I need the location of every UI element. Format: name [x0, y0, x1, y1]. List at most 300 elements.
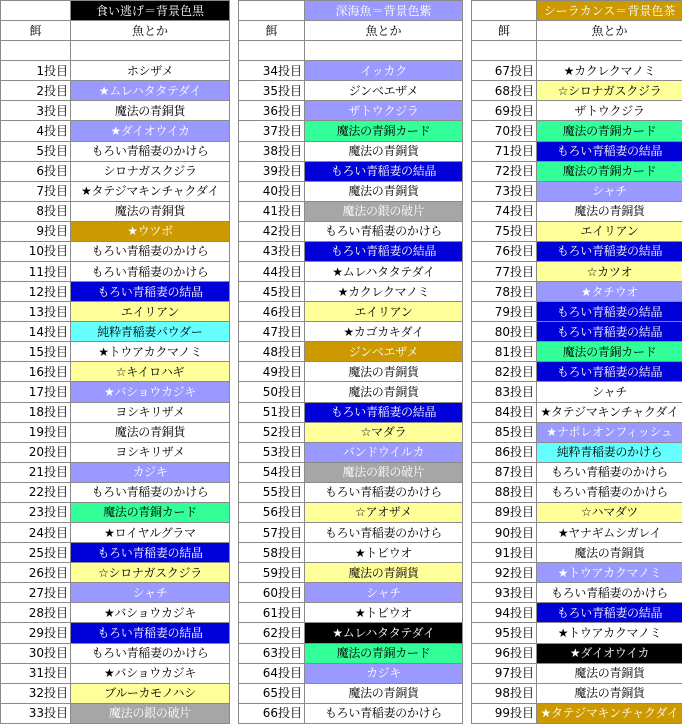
throw-number: 83投目	[472, 382, 537, 402]
spacer-cell	[239, 41, 305, 61]
throw-number: 12投目	[1, 282, 71, 302]
throw-number: 11投目	[1, 262, 71, 282]
throw-number: 4投目	[1, 121, 71, 141]
column-gap	[230, 322, 239, 342]
catch-item: ★トビウオ	[305, 543, 463, 563]
throw-number: 29投目	[1, 623, 71, 643]
catch-item: もろい青稲妻のかけら	[71, 643, 230, 663]
catch-item: ★ムレハタタテダイ	[71, 81, 230, 101]
catch-item: 魔法の青銅貨	[537, 201, 682, 221]
throw-number: 33投目	[1, 703, 71, 723]
throw-number: 43投目	[239, 241, 305, 261]
table-row	[1, 141, 682, 161]
column-gap	[463, 502, 472, 522]
throw-number: 31投目	[1, 663, 71, 683]
throw-number: 72投目	[472, 161, 537, 181]
throw-number: 54投目	[239, 462, 305, 482]
throw-number: 95投目	[472, 623, 537, 643]
column-gap	[230, 523, 239, 543]
catch-item: もろい青稲妻のかけら	[305, 482, 463, 502]
throw-number: 90投目	[472, 523, 537, 543]
column-gap	[463, 342, 472, 362]
column-gap	[463, 161, 472, 181]
throw-number: 9投目	[1, 221, 71, 241]
catch-item: ★トウアカクマノミ	[537, 623, 682, 643]
throw-number: 77投目	[472, 262, 537, 282]
column-gap	[230, 1, 239, 21]
catch-item: ジンベエザメ	[305, 342, 463, 362]
table-row	[1, 362, 682, 382]
column-gap	[230, 141, 239, 161]
column-gap	[230, 201, 239, 221]
catch-item: ★バショウカジキ	[71, 663, 230, 683]
throw-number: 70投目	[472, 121, 537, 141]
throw-number: 22投目	[1, 482, 71, 502]
table-row	[1, 603, 682, 623]
column-gap	[463, 362, 472, 382]
catch-item: ☆キイロハギ	[71, 362, 230, 382]
column-gap	[230, 663, 239, 683]
catch-item: シャチ	[305, 583, 463, 603]
column-gap	[463, 563, 472, 583]
catch-item: ★ダイオウイカ	[537, 643, 682, 663]
column-gap	[230, 161, 239, 181]
catch-item: ホシザメ	[71, 61, 230, 81]
throw-number: 47投目	[239, 322, 305, 342]
legend-coelacanth-brown: シーラカンス＝背景色茶	[537, 1, 682, 21]
catch-item: カジキ	[305, 663, 463, 683]
throw-number: 66投目	[239, 703, 305, 723]
table-row	[1, 422, 682, 442]
throw-number: 75投目	[472, 221, 537, 241]
column-gap	[463, 141, 472, 161]
catch-item: もろい青稲妻のかけら	[71, 241, 230, 261]
catch-item: もろい青稲妻の結晶	[305, 161, 463, 181]
spacer-cell	[1, 41, 71, 61]
column-gap	[463, 221, 472, 241]
throw-number: 78投目	[472, 282, 537, 302]
catch-item: ★ナポレオンフィッシュ	[537, 422, 682, 442]
throw-number: 14投目	[1, 322, 71, 342]
throw-number: 21投目	[1, 462, 71, 482]
catch-item: カジキ	[71, 462, 230, 482]
column-gap	[230, 603, 239, 623]
catch-item: ☆マダラ	[305, 422, 463, 442]
table-row	[1, 61, 682, 81]
catch-item: ジンベエザメ	[305, 81, 463, 101]
throw-number: 97投目	[472, 663, 537, 683]
throw-number: 2投目	[1, 81, 71, 101]
column-gap	[463, 302, 472, 322]
column-gap	[230, 482, 239, 502]
throw-number: 73投目	[472, 181, 537, 201]
throw-number: 53投目	[239, 442, 305, 462]
catch-item: ☆カツオ	[537, 262, 682, 282]
column-gap	[463, 402, 472, 422]
catch-item: ★バショウカジキ	[71, 382, 230, 402]
throw-number: 44投目	[239, 262, 305, 282]
catch-item: もろい青稲妻の結晶	[537, 322, 682, 342]
throw-number: 60投目	[239, 583, 305, 603]
catch-item: ブルーカモノハシ	[71, 683, 230, 703]
catch-item: ★トビウオ	[305, 603, 463, 623]
throw-number: 58投目	[239, 543, 305, 563]
throw-number: 80投目	[472, 322, 537, 342]
header-fish: 魚とか	[71, 21, 230, 41]
column-gap	[230, 181, 239, 201]
throw-number: 16投目	[1, 362, 71, 382]
throw-number: 50投目	[239, 382, 305, 402]
catch-item: 純粋青稲妻パウダー	[71, 322, 230, 342]
throw-number: 20投目	[1, 442, 71, 462]
catch-item: シャチ	[537, 181, 682, 201]
catch-item: ★ロイヤルグラマ	[71, 523, 230, 543]
throw-number: 40投目	[239, 181, 305, 201]
legend-blank	[472, 1, 537, 21]
catch-item: ★ダイオウイカ	[71, 121, 230, 141]
table-row	[1, 302, 682, 322]
column-gap	[230, 342, 239, 362]
throw-number: 64投目	[239, 663, 305, 683]
catch-item: 魔法の青銅カード	[537, 121, 682, 141]
throw-number: 79投目	[472, 302, 537, 322]
column-gap	[463, 623, 472, 643]
table-row	[1, 703, 682, 723]
throw-number: 56投目	[239, 502, 305, 522]
column-gap	[463, 442, 472, 462]
column-gap	[230, 502, 239, 522]
header-fish: 魚とか	[537, 21, 682, 41]
spacer-cell	[472, 41, 537, 61]
column-gap	[463, 181, 472, 201]
throw-number: 46投目	[239, 302, 305, 322]
table-row	[1, 623, 682, 643]
throw-number: 71投目	[472, 141, 537, 161]
table-row	[1, 442, 682, 462]
catch-item: もろい青稲妻のかけら	[71, 482, 230, 502]
throw-number: 65投目	[239, 683, 305, 703]
throw-number: 51投目	[239, 402, 305, 422]
column-gap	[230, 623, 239, 643]
table-row	[1, 262, 682, 282]
catch-item: もろい青稲妻のかけら	[537, 583, 682, 603]
column-gap	[230, 61, 239, 81]
throw-number: 45投目	[239, 282, 305, 302]
column-gap	[463, 703, 472, 723]
catch-item: もろい青稲妻の結晶	[71, 543, 230, 563]
table-row	[1, 402, 682, 422]
catch-item: ★ウツボ	[71, 221, 230, 241]
column-gap	[463, 241, 472, 261]
throw-number: 18投目	[1, 402, 71, 422]
catch-item: エイリアン	[537, 221, 682, 241]
throw-number: 91投目	[472, 543, 537, 563]
throw-number: 69投目	[472, 101, 537, 121]
throw-number: 5投目	[1, 141, 71, 161]
throw-number: 37投目	[239, 121, 305, 141]
legend-blank	[239, 1, 305, 21]
throw-number: 62投目	[239, 623, 305, 643]
column-gap	[463, 201, 472, 221]
catch-item: ★ムレハタタテダイ	[305, 262, 463, 282]
column-gap	[230, 282, 239, 302]
catch-item: ★カゴカキダイ	[305, 322, 463, 342]
legend-black-runaway: 食い逃げ＝背景色黒	[71, 1, 230, 21]
column-gap	[230, 703, 239, 723]
throw-number: 13投目	[1, 302, 71, 322]
column-gap	[463, 482, 472, 502]
catch-item: もろい青稲妻の結晶	[537, 302, 682, 322]
catch-item: 魔法の青銅貨	[305, 141, 463, 161]
catch-item: ☆シロナガスクジラ	[71, 563, 230, 583]
throw-number: 7投目	[1, 181, 71, 201]
table-row	[1, 382, 682, 402]
column-gap	[463, 382, 472, 402]
column-gap	[230, 81, 239, 101]
table-row	[1, 543, 682, 563]
throw-number: 85投目	[472, 422, 537, 442]
catch-item: もろい青稲妻の結晶	[305, 402, 463, 422]
column-gap	[230, 422, 239, 442]
catch-item: 魔法の青銅貨	[71, 101, 230, 121]
table-row	[1, 241, 682, 261]
table-row	[1, 583, 682, 603]
throw-number: 15投目	[1, 342, 71, 362]
catch-item: ザトウクジラ	[537, 101, 682, 121]
column-gap	[463, 523, 472, 543]
catch-item: もろい青稲妻のかけら	[305, 221, 463, 241]
catch-item: もろい青稲妻のかけら	[71, 141, 230, 161]
table-row	[1, 502, 682, 522]
throw-number: 39投目	[239, 161, 305, 181]
catch-item: もろい青稲妻のかけら	[305, 523, 463, 543]
header-bait: 餌	[239, 21, 305, 41]
throw-number: 23投目	[1, 502, 71, 522]
column-gap	[463, 683, 472, 703]
catch-item: ★タテジマキンチャクダイ	[71, 181, 230, 201]
header-row	[1, 21, 682, 41]
table-row	[1, 101, 682, 121]
catch-item: 魔法の青銅カード	[71, 502, 230, 522]
catch-item: ★カクレクマノミ	[537, 61, 682, 81]
catch-item: 魔法の青銅貨	[71, 422, 230, 442]
column-gap	[230, 402, 239, 422]
catch-item: ☆ハマダツ	[537, 502, 682, 522]
catch-item: ヨシキリザメ	[71, 402, 230, 422]
catch-item: バンドウイルカ	[305, 442, 463, 462]
throw-number: 27投目	[1, 583, 71, 603]
catch-item: もろい青稲妻の結晶	[71, 623, 230, 643]
throw-number: 59投目	[239, 563, 305, 583]
column-gap	[463, 643, 472, 663]
catch-item: 魔法の青銅貨	[305, 683, 463, 703]
catch-item: 魔法の銀の破片	[71, 703, 230, 723]
column-gap	[463, 663, 472, 683]
catch-item: 魔法の銀の破片	[305, 201, 463, 221]
catch-item: ★カクレクマノミ	[305, 282, 463, 302]
table-row	[1, 201, 682, 221]
table-row	[1, 482, 682, 502]
column-gap	[230, 382, 239, 402]
table-row	[1, 342, 682, 362]
table-row	[1, 221, 682, 241]
throw-number: 81投目	[472, 342, 537, 362]
throw-number: 76投目	[472, 241, 537, 261]
catch-item: ★トウアカクマノミ	[537, 563, 682, 583]
throw-number: 49投目	[239, 362, 305, 382]
column-gap	[463, 543, 472, 563]
throw-number: 41投目	[239, 201, 305, 221]
table-row	[1, 523, 682, 543]
throw-number: 68投目	[472, 81, 537, 101]
catch-item: 魔法の青銅貨	[71, 201, 230, 221]
column-gap	[463, 322, 472, 342]
column-gap	[230, 643, 239, 663]
column-gap	[463, 121, 472, 141]
column-gap	[230, 583, 239, 603]
throw-number: 48投目	[239, 342, 305, 362]
column-gap	[463, 462, 472, 482]
catch-item: 魔法の青銅貨	[305, 362, 463, 382]
column-gap	[230, 221, 239, 241]
table-row	[1, 121, 682, 141]
spacer-row	[1, 41, 682, 61]
catch-item: 魔法の青銅カード	[537, 342, 682, 362]
catch-item: 魔法の青銅貨	[305, 563, 463, 583]
column-gap	[463, 101, 472, 121]
catch-item: ★ムレハタタテダイ	[305, 623, 463, 643]
column-gap	[463, 21, 472, 41]
catch-item: ★タテジマキンチャクダイ	[537, 703, 682, 723]
catch-item: ☆アオザメ	[305, 502, 463, 522]
catch-item: ヨシキリザメ	[71, 442, 230, 462]
throw-number: 86投目	[472, 442, 537, 462]
spacer-cell	[71, 41, 230, 61]
column-gap	[230, 41, 239, 61]
header-bait: 餌	[472, 21, 537, 41]
catch-item: 魔法の青銅貨	[537, 663, 682, 683]
throw-number: 35投目	[239, 81, 305, 101]
column-gap	[230, 101, 239, 121]
throw-number: 94投目	[472, 603, 537, 623]
throw-number: 96投目	[472, 643, 537, 663]
throw-number: 55投目	[239, 482, 305, 502]
column-gap	[463, 583, 472, 603]
spacer-cell	[537, 41, 682, 61]
catch-item: ★ヤナギムシガレイ	[537, 523, 682, 543]
throw-number: 3投目	[1, 101, 71, 121]
catch-item: シャチ	[537, 382, 682, 402]
column-gap	[230, 262, 239, 282]
column-gap	[463, 603, 472, 623]
table-row	[1, 81, 682, 101]
throw-number: 19投目	[1, 422, 71, 442]
column-gap	[230, 21, 239, 41]
throw-number: 42投目	[239, 221, 305, 241]
throw-number: 61投目	[239, 603, 305, 623]
table-row	[1, 683, 682, 703]
throw-number: 57投目	[239, 523, 305, 543]
catch-item: ザトウクジラ	[305, 101, 463, 121]
column-gap	[463, 262, 472, 282]
catch-item: もろい青稲妻の結晶	[305, 241, 463, 261]
throw-number: 74投目	[472, 201, 537, 221]
catch-item: もろい青稲妻の結晶	[537, 362, 682, 382]
column-gap	[230, 121, 239, 141]
throw-number: 32投目	[1, 683, 71, 703]
column-gap	[230, 563, 239, 583]
table-row	[1, 282, 682, 302]
header-fish: 魚とか	[305, 21, 463, 41]
table-row	[1, 462, 682, 482]
column-gap	[463, 282, 472, 302]
throw-number: 93投目	[472, 583, 537, 603]
catch-item: ★トウアカクマノミ	[71, 342, 230, 362]
throw-number: 98投目	[472, 683, 537, 703]
column-gap	[230, 683, 239, 703]
legend-blank	[1, 1, 71, 21]
throw-number: 10投目	[1, 241, 71, 261]
header-bait: 餌	[1, 21, 71, 41]
column-gap	[230, 442, 239, 462]
column-gap	[463, 1, 472, 21]
column-gap	[463, 41, 472, 61]
table-row	[1, 181, 682, 201]
catch-item: 純粋青稲妻のかけら	[537, 442, 682, 462]
legend-deepsea-purple: 深海魚＝背景色紫	[305, 1, 463, 21]
catch-item: もろい青稲妻のかけら	[537, 482, 682, 502]
throw-number: 38投目	[239, 141, 305, 161]
table-row	[1, 643, 682, 663]
catch-item: もろい青稲妻のかけら	[71, 262, 230, 282]
throw-number: 88投目	[472, 482, 537, 502]
catch-item: エイリアン	[305, 302, 463, 322]
throw-number: 24投目	[1, 523, 71, 543]
throw-number: 25投目	[1, 543, 71, 563]
throw-number: 89投目	[472, 502, 537, 522]
catch-item: 魔法の青銅カード	[305, 643, 463, 663]
catch-item: ★タテジマキンチャクダイ	[537, 402, 682, 422]
catch-item: 魔法の青銅カード	[537, 161, 682, 181]
throw-number: 87投目	[472, 462, 537, 482]
catch-item: もろい青稲妻のかけら	[537, 462, 682, 482]
column-gap	[230, 462, 239, 482]
table-row	[1, 161, 682, 181]
throw-number: 63投目	[239, 643, 305, 663]
throw-number: 28投目	[1, 603, 71, 623]
throw-number: 34投目	[239, 61, 305, 81]
table-row	[1, 563, 682, 583]
throw-number: 17投目	[1, 382, 71, 402]
column-gap	[230, 241, 239, 261]
catch-item: エイリアン	[71, 302, 230, 322]
throw-number: 52投目	[239, 422, 305, 442]
catch-item: もろい青稲妻の結晶	[537, 141, 682, 161]
catch-item: ★タチウオ	[537, 282, 682, 302]
column-gap	[463, 61, 472, 81]
throw-number: 26投目	[1, 563, 71, 583]
column-gap	[463, 81, 472, 101]
catch-item: 魔法の青銅貨	[305, 181, 463, 201]
catch-item: シャチ	[71, 583, 230, 603]
catch-item: 魔法の青銅貨	[537, 683, 682, 703]
throw-number: 84投目	[472, 402, 537, 422]
catch-item: ★バショウカジキ	[71, 603, 230, 623]
throw-number: 8投目	[1, 201, 71, 221]
table-row	[1, 322, 682, 342]
throw-number: 30投目	[1, 643, 71, 663]
table-row	[1, 663, 682, 683]
